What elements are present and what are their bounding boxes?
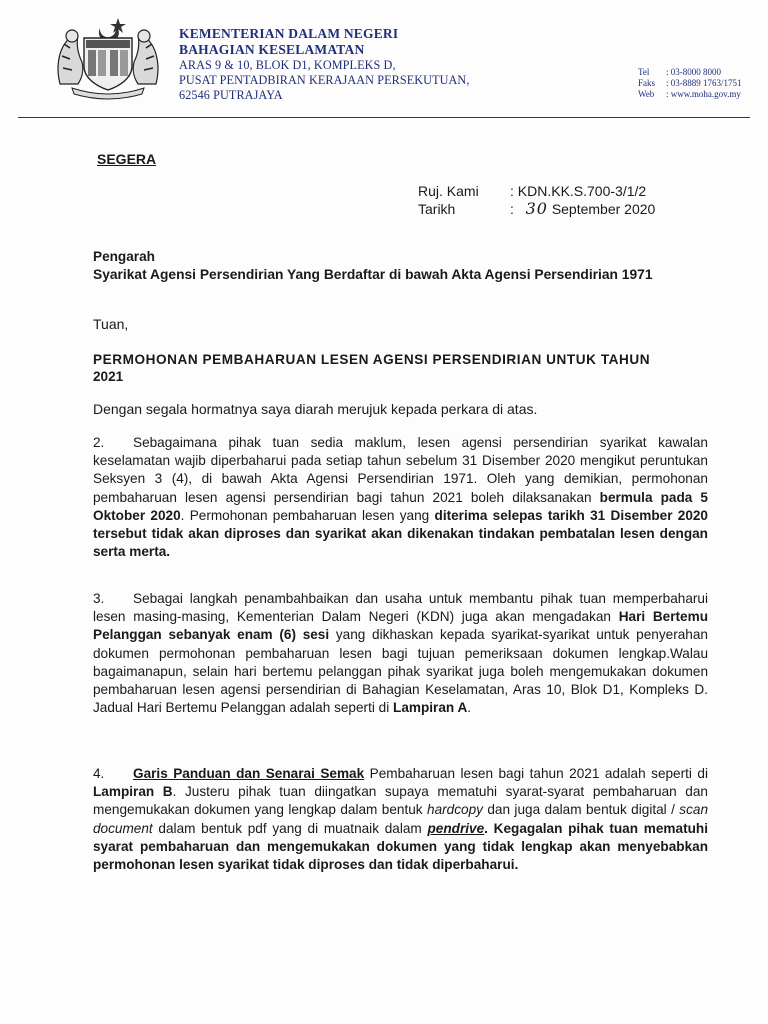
web-value: : www.moha.gov.my [666, 89, 741, 99]
para4-number: 4. [93, 766, 105, 781]
tel-label: Tel [638, 67, 650, 77]
ref-value: : KDN.KK.S.700-3/1/2 [510, 183, 647, 199]
recipient-title: Pengarah [93, 249, 155, 264]
address-line-1: ARAS 9 & 10, BLOK D1, KOMPLEKS D, [179, 58, 396, 72]
date-rest: September 2020 [551, 201, 656, 217]
paragraph-2 [93, 434, 708, 561]
para4-text-f: dan juga dalam bentuk digital / [482, 802, 680, 818]
para2-text-a: Sebagaimana pihak tuan sedia maklum, lesen agensi persendirian syarikat kawalan keselamatan wajib diperbaharui pada setiap tahun sebelum 31 Disember 2020 mengikut peruntukan Seksyen 3 (4), di bawah Akta Agensi Persendirian 1971. Oleh yang demikian, permohonan pembaharuan lesen agensi persendirian bagi tahun 2021 boleh dilaksanakan [93, 435, 708, 505]
para3-text-b: Hari Bertemu Pelanggan sebanyak enam (6) sesi [93, 609, 708, 643]
para4-text-b: Pembaharuan lesen bagi tahun 2021 adalah seperti di [364, 766, 708, 781]
coat-of-arms-logo [52, 14, 164, 100]
para4-text-g: scan document [93, 802, 709, 836]
para4-text-d: . Justeru pihak tuan diingatkan supaya mematuhi syarat-syarat pembaharuan dan mengemukakan dokumen yang lengkap dalam bentuk [93, 784, 708, 818]
letterhead-address [179, 26, 469, 103]
para4-text-j: . Kegagalan pihak tuan mematuhi syarat pembaharuan dan mengemukakan dokumen yang tidak lengkap akan menyebabkan permohonan lesen syarikat tidak diproses dan tidak diperbaharui. [93, 820, 708, 873]
paragraph-3 [93, 590, 708, 717]
letterhead-divider [18, 117, 750, 118]
salutation: Tuan, [93, 316, 129, 332]
contact-info [638, 67, 742, 100]
web-label: Web [638, 89, 655, 99]
para3-text-c: yang dikhaskan kepada syarikat-syarikat untuk penyerahan dokumen permohonan pembaharuan lesen bagi tujuan pemeriksaan dokumen lengkap.Walau bagaimanapun, selain hari bertemu pelanggan pihak syarikat juga boleh mengemukakan dokumen pembaharuan lesen agensi persendirian di Bahagian Keselamatan, Aras 10, Blok D1, Kompleks D. Jadual Hari Bertemu Pelanggan adalah seperti di [93, 627, 708, 716]
para3-text-e: . [467, 700, 472, 716]
para4-text-a: Garis Panduan dan Senarai Semak [133, 766, 365, 781]
para4-text-c: Lampiran B [93, 784, 173, 800]
date-colon: : [510, 201, 514, 217]
date-day-handwritten: 30 [525, 199, 548, 218]
date-label: Tarikh [418, 201, 456, 217]
para4-text-i: pendrive [427, 820, 485, 836]
para3-text-d: Lampiran A [393, 700, 468, 716]
ref-label: Ruj. Kami [418, 183, 479, 199]
fax-label: Faks [638, 78, 656, 88]
para3-number: 3. [93, 591, 105, 606]
para4-text-e: hardcopy [427, 802, 483, 818]
ministry-name: KEMENTERIAN DALAM NEGERI [179, 26, 399, 41]
subject-line-2: 2021 [93, 369, 124, 384]
division-name: BAHAGIAN KESELAMATAN [179, 42, 365, 57]
para2-text-d: diterima selepas tarikh 31 Disember 2020 tersebut tidak akan diproses dan syarikat akan dikenakan tindakan pembatalan lesen dengan serta merta. [93, 507, 708, 560]
para3-text-a: Sebagai langkah penambahbaikan dan usaha untuk membantu pihak tuan memperbaharui lesen masing-masing, Kementerian Dalam Negeri (KDN) juga akan mengadakan [93, 591, 708, 625]
priority-label: SEGERA [97, 151, 157, 167]
paragraph-4 [93, 765, 708, 874]
address-line-3: 62546 PUTRAJAYA [179, 88, 283, 102]
reference-block [418, 182, 655, 218]
para2-text-b: bermula pada 5 Oktober 2020 [93, 489, 708, 523]
fax-value: : 03-8889 1763/1751 [666, 78, 742, 88]
para2-number: 2. [93, 435, 105, 450]
subject-line-1: PERMOHONAN PEMBAHARUAN LESEN AGENSI PERSENDIRIAN UNTUK TAHUN [93, 352, 651, 367]
tel-value: : 03-8000 8000 [666, 67, 721, 77]
paragraph-1: Dengan segala hormatnya saya diarah merujuk kepada perkara di atas. [93, 401, 538, 417]
para4-text-h: dalam bentuk pdf yang di muatnaik dalam [152, 820, 428, 836]
para2-text-c: . Permohonan pembaharuan lesen yang [180, 507, 435, 523]
address-line-2: PUSAT PENTADBIRAN KERAJAAN PERSEKUTUAN, [179, 73, 470, 87]
recipient-org: Syarikat Agensi Persendirian Yang Berdaftar di bawah Akta Agensi Persendirian 1971 [93, 267, 653, 282]
